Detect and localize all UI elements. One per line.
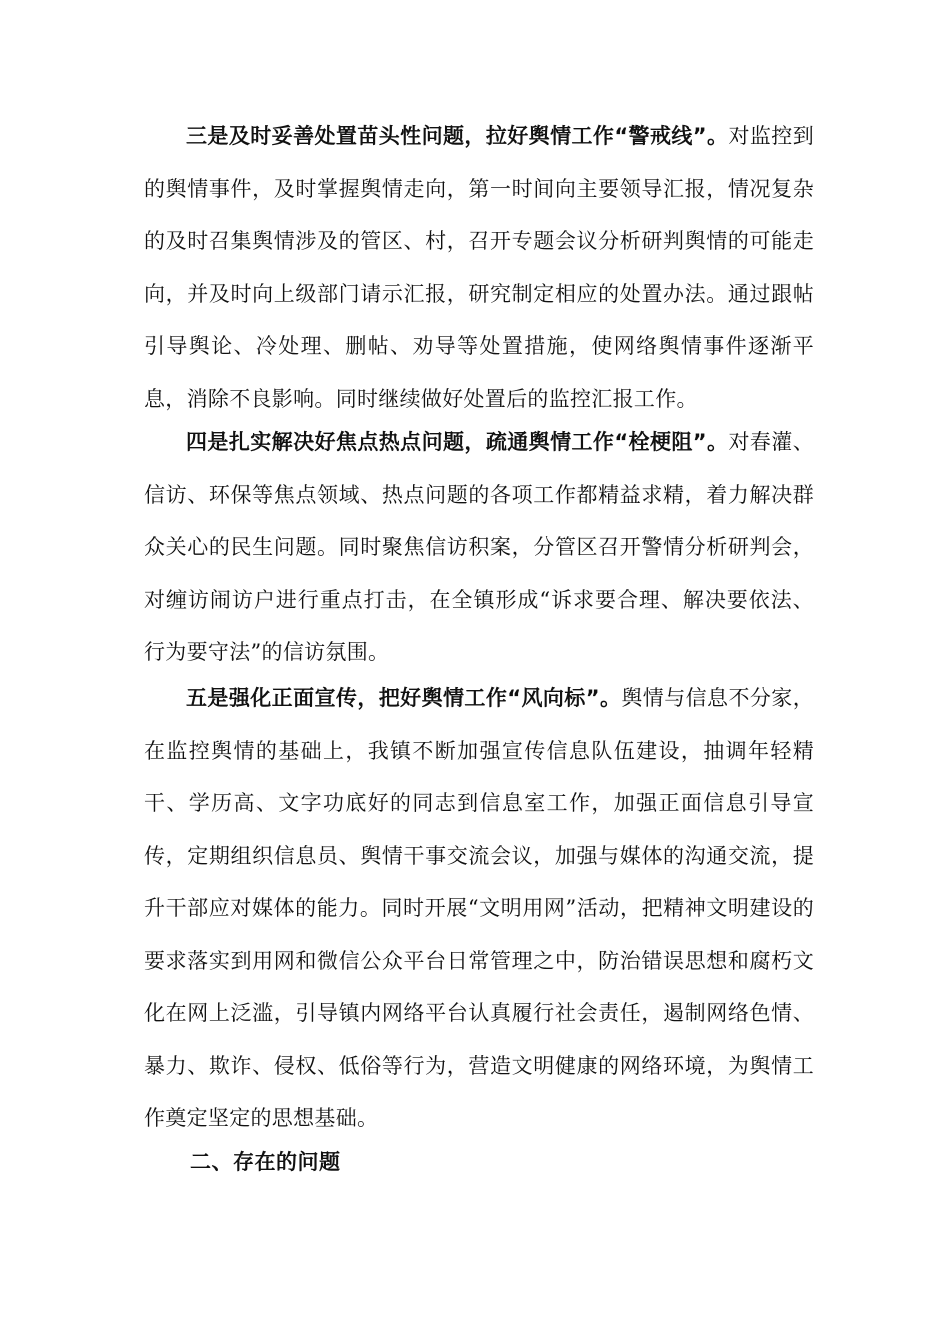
paragraph-four [144, 416, 814, 679]
paragraph-lead: 四是扎实解决好焦点热点问题，疏通舆情工作“栓梗阻”。 [186, 430, 729, 454]
paragraph-body: 对春灌、信访、环保等焦点领域、热点问题的各项工作都精益求精，着力解决群众关心的民生问题。同时聚焦信访积案，分管区召开警情分析研判会，对缠访闹访户进行重点打击，在全镇形成“诉求要合理、解决要依法、行为要守法”的信访氛围。 [144, 430, 815, 664]
paragraph-body: 舆情与信息不分家，在监控舆情的基础上，我镇不断加强宣传信息队伍建设，抽调年轻精干、学历高、文字功底好的同志到信息室工作，加强正面信息引导宣传，定期组织信息员、舆情干事交流会议，加强与媒体的沟通交流，提升干部应对媒体的能力。同时开展“文明用网”活动，把精神文明建设的要求落实到用网和微信公众平台日常管理之中，防治错误思想和腐朽文化在网上泛滥，引导镇内网络平台认真履行社会责任，遏制网络色情、暴力、欺诈、侵权、低俗等行为，营造文明健康的网络环境，为舆情工作奠定坚定的思想基础。 [144, 686, 814, 1130]
paragraph-five [144, 672, 814, 1145]
section-heading: 二、存在的问题 [190, 1150, 341, 1174]
paragraph-three [144, 110, 814, 425]
paragraph-body: 对监控到的舆情事件，及时掌握舆情走向，第一时间向主要领导汇报，情况复杂的及时召集舆情涉及的管区、村，召开专题会议分析研判舆情的可能走向，并及时向上级部门请示汇报，研究制定相应的处置办法。通过跟帖引导舆论、冷处理、删帖、劝导等处置措施，使网络舆情事件逐渐平息，消除不良影响。同时继续做好处置后的监控汇报工作。 [144, 124, 815, 411]
paragraph-lead: 五是强化正面宣传，把好舆情工作“风向标”。 [186, 686, 622, 710]
paragraph-lead: 三是及时妥善处置苗头性问题，拉好舆情工作“警戒线”。 [186, 124, 729, 148]
